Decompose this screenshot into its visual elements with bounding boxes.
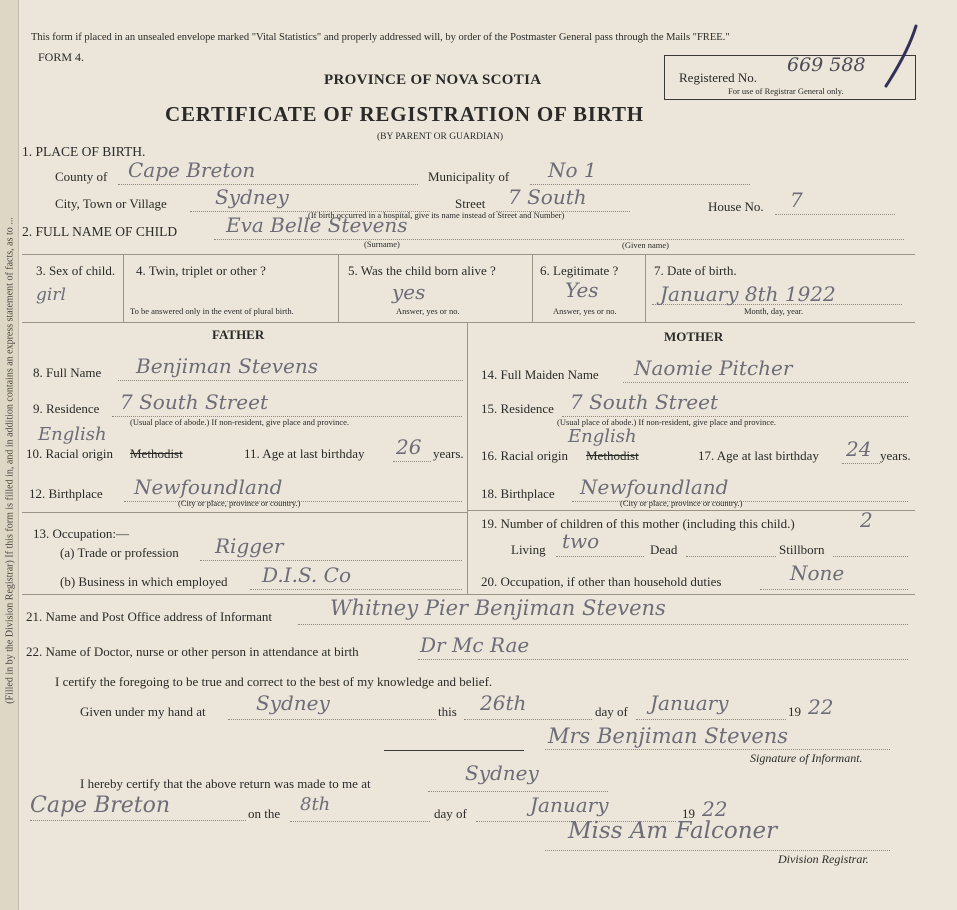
father-residence-value: 7 South Street [120,390,268,414]
form-number: FORM 4. [38,50,85,64]
cert-year-prefix: 19 [788,704,801,719]
county-label: County of [55,169,108,184]
father-birthplace-value: Newfoundland [134,475,283,499]
county-value: Cape Breton [128,158,256,182]
surname-note: (Surname) [364,239,400,249]
mother-birthplace-value: Newfoundland [580,475,729,499]
mother-occupation-value: None [790,561,845,585]
bound-edge [0,0,19,910]
registered-number: 669 588 [787,54,866,76]
informant-value: Whitney Pier Benjiman Stevens [330,596,666,620]
father-trade-label: (a) Trade or profession [60,545,179,560]
registrar-month-value: January [530,793,609,817]
certificate-title: CERTIFICATE OF REGISTRATION OF BIRTH [165,102,644,126]
given-name-note: (Given name) [622,240,669,250]
registrar-dayof-label: day of [434,806,467,821]
house-label: House No. [708,199,764,214]
alive-note: Answer, yes or no. [396,306,460,316]
twin-note: To be answered only in the event of plural birth. [130,306,294,316]
cert-this-label: this [438,704,457,719]
informant-signature: Mrs Benjiman Stevens [548,724,789,748]
mother-age-label: 17. Age at last birthday [698,448,819,463]
registrar-certify-text: I hereby certify that the above return was made to me at [80,776,371,791]
sex-label: 3. Sex of child. [36,263,116,278]
father-age-value: 26 [396,435,422,459]
municipality-value: No 1 [548,158,597,182]
dob-label: 7. Date of birth. [654,263,737,278]
registrar-signature: Miss Am Falconer [568,818,778,844]
cert-month-value: January [650,691,729,715]
municipality-label: Municipality of [428,169,510,184]
mother-residence-note: (Usual place of abode.) If non-resident, give place and province. [557,417,777,427]
registrar-day-value: 8th [300,794,331,815]
city-label: City, Town or Village [55,196,167,211]
pen-stroke [880,22,920,92]
father-business-value: D.I.S. Co [262,563,351,587]
informant-label: 21. Name and Post Office address of Informant [26,609,272,624]
father-occupation-label: 13. Occupation:— [33,526,130,541]
certificate-subtitle: (BY PARENT OR GUARDIAN) [377,132,504,142]
mother-stillborn-label: Stillborn [779,542,825,557]
cert-day-value: 26th [480,691,527,715]
mother-children-value: 2 [860,508,873,532]
father-birthplace-note: (City or place, province or country.) [178,498,301,508]
mother-racial-struck: Methodist [586,448,639,463]
registrar-onthe-label: on the [248,806,281,821]
mother-children-label: 19. Number of children of this mother (including this child.) [481,516,795,531]
alive-value: yes [392,280,426,304]
registrar-year-value: 22 [702,797,728,821]
registrar-place-value: Sydney [465,761,539,785]
twin-label: 4. Twin, triplet or other ? [136,263,266,278]
certify-text: I certify the foregoing to be true and correct to the best of my knowledge and belief. [55,674,493,689]
hospital-note: (If birth occurred in a hospital, give its name instead of Street and Number) [308,210,565,220]
mother-residence-value: 7 South Street [570,390,718,414]
legitimate-note: Answer, yes or no. [553,306,617,316]
mother-age-value: 24 [846,437,872,461]
registered-label: Registered No. [679,70,757,85]
cert-year-value: 22 [808,695,834,719]
mother-heading: MOTHER [664,329,724,344]
house-value: 7 [790,188,803,212]
mother-residence-label: 15. Residence [481,401,554,416]
sex-value: girl [36,285,66,305]
mother-racial-label: 16. Racial origin [481,448,569,463]
mother-living-value: two [562,529,600,553]
mother-living-label: Living [511,542,546,557]
legitimate-label: 6. Legitimate ? [540,263,619,278]
postal-notice: This form if placed in an unsealed envelope marked "Vital Statistics" and properly addressed will, by order of the Postmaster General pass through the Mails "FREE." [31,32,730,43]
side-margin-text: (Filled in by the Division Registrar) If this form is filled in, and in addition contains an express statement of facts, as to ... [4,217,16,704]
mother-dead-label: Dead [650,542,678,557]
legitimate-value: Yes [565,278,599,302]
registrar-signature-label: Division Registrar. [778,852,869,866]
child-name-label: 2. FULL NAME OF CHILD [22,224,178,239]
father-heading: FATHER [212,327,265,342]
mother-birthplace-label: 18. Birthplace [481,486,555,501]
mother-name-label: 14. Full Maiden Name [481,367,599,382]
province-heading: PROVINCE OF NOVA SCOTIA [324,72,542,88]
street-value: 7 South [508,185,587,209]
mother-years: years. [880,448,911,463]
registrar-year-prefix: 19 [682,806,695,821]
city-value: Sydney [215,185,289,209]
place-of-birth-label: 1. PLACE OF BIRTH. [22,144,146,159]
doctor-label: 22. Name of Doctor, nurse or other person in attendance at birth [26,644,359,659]
father-racial-value: English [38,424,107,445]
mother-occupation-label: 20. Occupation, if other than household duties [481,574,722,589]
dob-note: Month, day, year. [744,306,804,316]
registrar-county-value: Cape Breton [30,793,171,818]
mother-name-value: Naomie Pitcher [634,356,793,380]
mother-birthplace-note: (City or place, province or country.) [620,498,743,508]
father-residence-note: (Usual place of abode.) If non-resident, give place and province. [130,417,350,427]
father-name-value: Benjiman Stevens [136,354,318,378]
street-label: Street [455,196,486,211]
doctor-value: Dr Mc Rae [420,633,530,657]
cert-place-value: Sydney [256,691,330,715]
mother-racial-value: English [568,426,637,447]
father-birthplace-label: 12. Birthplace [29,486,103,501]
registered-note: For use of Registrar General only. [728,86,844,96]
father-business-label: (b) Business in which employed [60,574,228,589]
cert-dayof-label: day of [595,704,628,719]
father-name-label: 8. Full Name [33,365,102,380]
registered-number-box [664,55,916,100]
father-trade-value: Rigger [215,534,284,558]
informant-signature-label: Signature of Informant. [750,751,863,765]
child-name-value: Eva Belle Stevens [226,213,408,237]
alive-label: 5. Was the child born alive ? [348,263,496,278]
father-residence-label: 9. Residence [33,401,100,416]
father-age-label: 11. Age at last birthday [244,446,365,461]
dob-value: January 8th 1922 [660,282,836,306]
father-racial-label: 10. Racial origin [26,446,114,461]
given-label: Given under my hand at [80,704,206,719]
father-racial-struck: Methodist [130,446,183,461]
father-years: years. [433,446,464,461]
